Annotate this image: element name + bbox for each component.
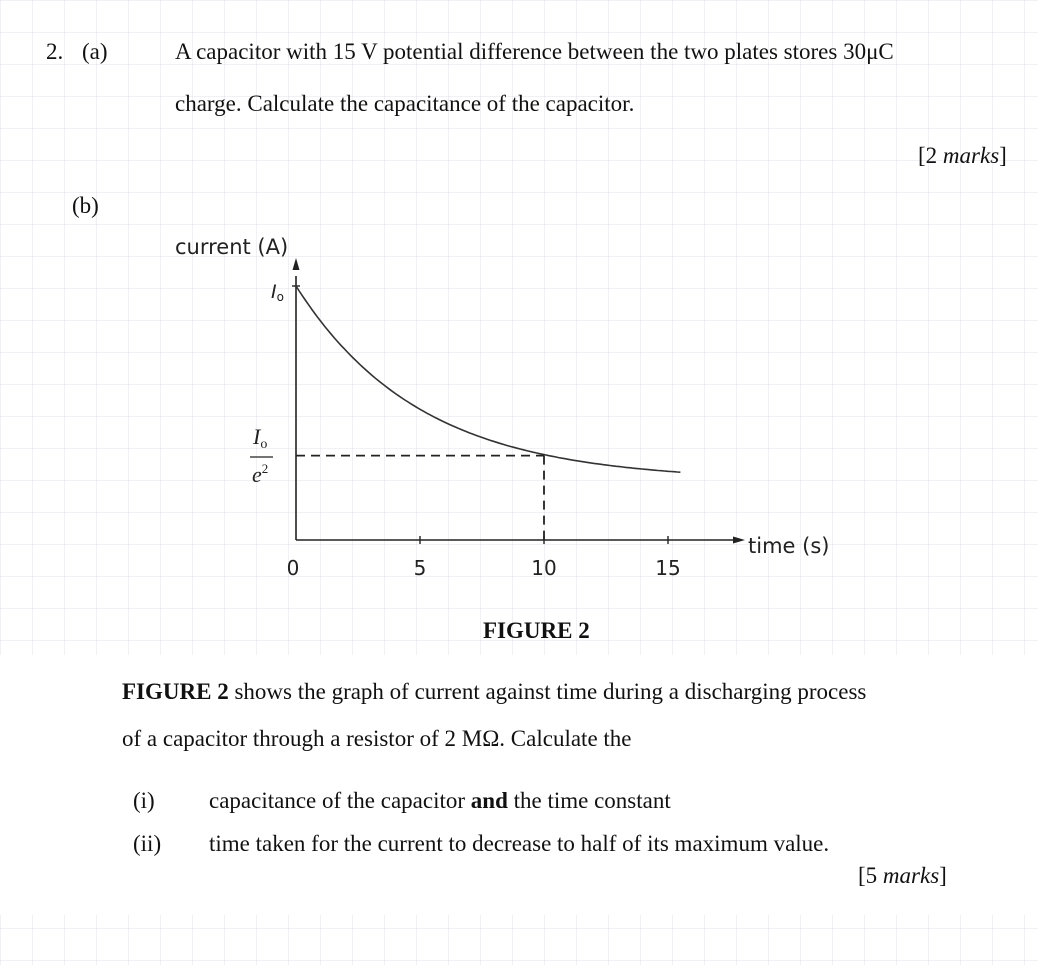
sub-i-bold: and [470,788,508,813]
frac-den-letter: e [252,462,262,487]
part-b-marks [858,864,947,887]
figure-caption: FIGURE 2 [483,618,590,643]
sub-ii-text: time taken for the current to decrease to half of its maximum value. [209,831,830,856]
part-b-paragraph-line-1 [122,680,866,703]
marks-word: marks [942,143,1000,168]
marks-word-b: marks [882,863,940,888]
part-b-paragraph-line-2: of a capacitor through a resistor of 2 MΩ. Calculate the [122,726,632,751]
y-axis-label: current (A) [175,235,289,259]
marks-close-bracket: ] [999,143,1007,168]
frac-den-sup: 2 [261,461,269,476]
y-tick-i0-sub: o [276,290,284,304]
x-axis-label: time (s) [748,534,830,558]
sub-i-label: (i) [133,788,155,813]
sub-i-text-start: capacitance of the capacitor [209,788,471,813]
sub-ii-label: (ii) [133,831,162,856]
x-axis-arrow [733,537,745,544]
frac-num-sub: o [260,437,268,452]
x-ticks [287,536,681,580]
para-figure-ref: FIGURE 2 [122,679,229,704]
sub-i-text [209,789,671,812]
part-a-line-2: charge. Calculate the capacitance of the capacitor. [175,91,635,116]
y-tick-i0-letter: I [271,281,277,303]
question-number: 2. [46,39,64,64]
part-a-line-1: A capacitor with 15 V potential difference between the two plates stores 30μC [175,39,894,64]
part-a-label: (a) [82,39,108,64]
marks-number: 2 [925,143,938,168]
decay-curve [296,286,680,472]
marks-close-bracket-b: ] [939,863,947,888]
sub-i-text-end: the time constant [507,788,671,813]
marks-open-bracket-b: [ [858,863,866,888]
y-tick-i0 [271,281,284,304]
x-tick-label-5: 5 [413,556,427,580]
y-tick-frac-numerator [252,424,267,452]
marks-number-b: 5 [865,863,878,888]
x-tick-label-15: 15 [655,556,681,580]
x-tick-label-0: 0 [286,556,300,580]
y-axis-arrow [293,258,300,270]
para-text: shows the graph of current against time during a discharging process [228,679,867,704]
y-tick-frac-denominator [252,461,268,487]
x-tick-label-10: 10 [531,556,557,580]
part-b-label: (b) [72,193,99,218]
marks-open-bracket: [ [918,143,926,168]
frac-num-letter: I [253,424,261,449]
